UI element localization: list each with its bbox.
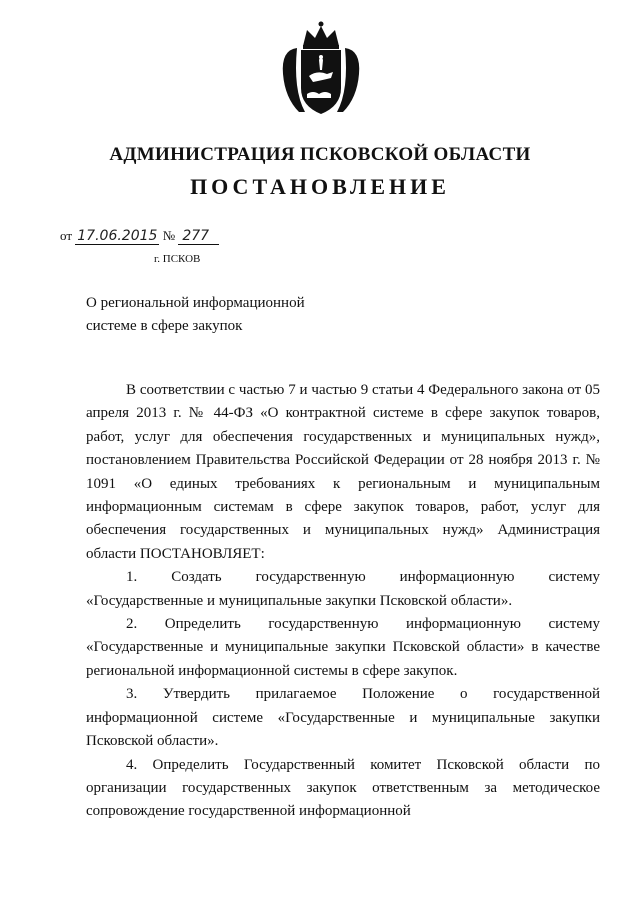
handwritten-date: 17.06.2015: [77, 228, 158, 244]
clause-paragraph: 3. Утвердить прилагаемое Положение о государственной информационной системе «Государственные и муниципальные закупки Псковской области».: [86, 686, 600, 750]
subject-line: системе в сфере закупок: [86, 318, 243, 334]
date-number-line: [60, 228, 219, 245]
organization-title: АДМИНИСТРАЦИЯ ПСКОВСКОЙ ОБЛАСТИ: [109, 144, 531, 165]
document-subject: [86, 292, 305, 338]
clause-paragraph: 4. Определить Государственный комитет Псковской области по организации государственных закупок ответственным за методическое сопровождение государственной информационной: [86, 756, 600, 820]
document-type-title: ПОСТАНОВЛЕНИЕ: [190, 174, 450, 199]
handwritten-number: 277: [178, 228, 219, 245]
subject-line: О региональной информационной: [86, 295, 305, 311]
clause-paragraph: 1. Создать государственную информационную систему «Государственные и муниципальные закупки Псковской области».: [86, 569, 600, 609]
document-body: [86, 379, 600, 824]
city-label: г. ПСКОВ: [154, 253, 201, 265]
number-prefix: №: [162, 228, 176, 243]
clause-paragraph: 2. Определить государственную информационную систему «Государственные и муниципальные закупки Псковской области» в качестве региональной информационной системы в сфере закупок.: [86, 616, 600, 679]
pskov-coat-of-arms-icon: [273, 20, 369, 120]
date-prefix: от: [60, 228, 73, 243]
intro-paragraph: В соответствии с частью 7 и частью 9 статьи 4 Федерального закона от 05 апреля 2013 г. № 44-ФЗ «О контрактной системе в сфере закупок товаров, работ, услуг для обеспечения государственных и муниципальных нужд», постановлением Правительства Российской Федерации от 28 ноября 2013 г. № 1091 «О единых требованиях к региональным и муниципальным информационным системам в сфере закупок товаров, работ, услуг для обеспечения государственных и муниципальных нужд» Администрация области ПОСТАНОВЛЯЕТ:: [86, 382, 600, 562]
